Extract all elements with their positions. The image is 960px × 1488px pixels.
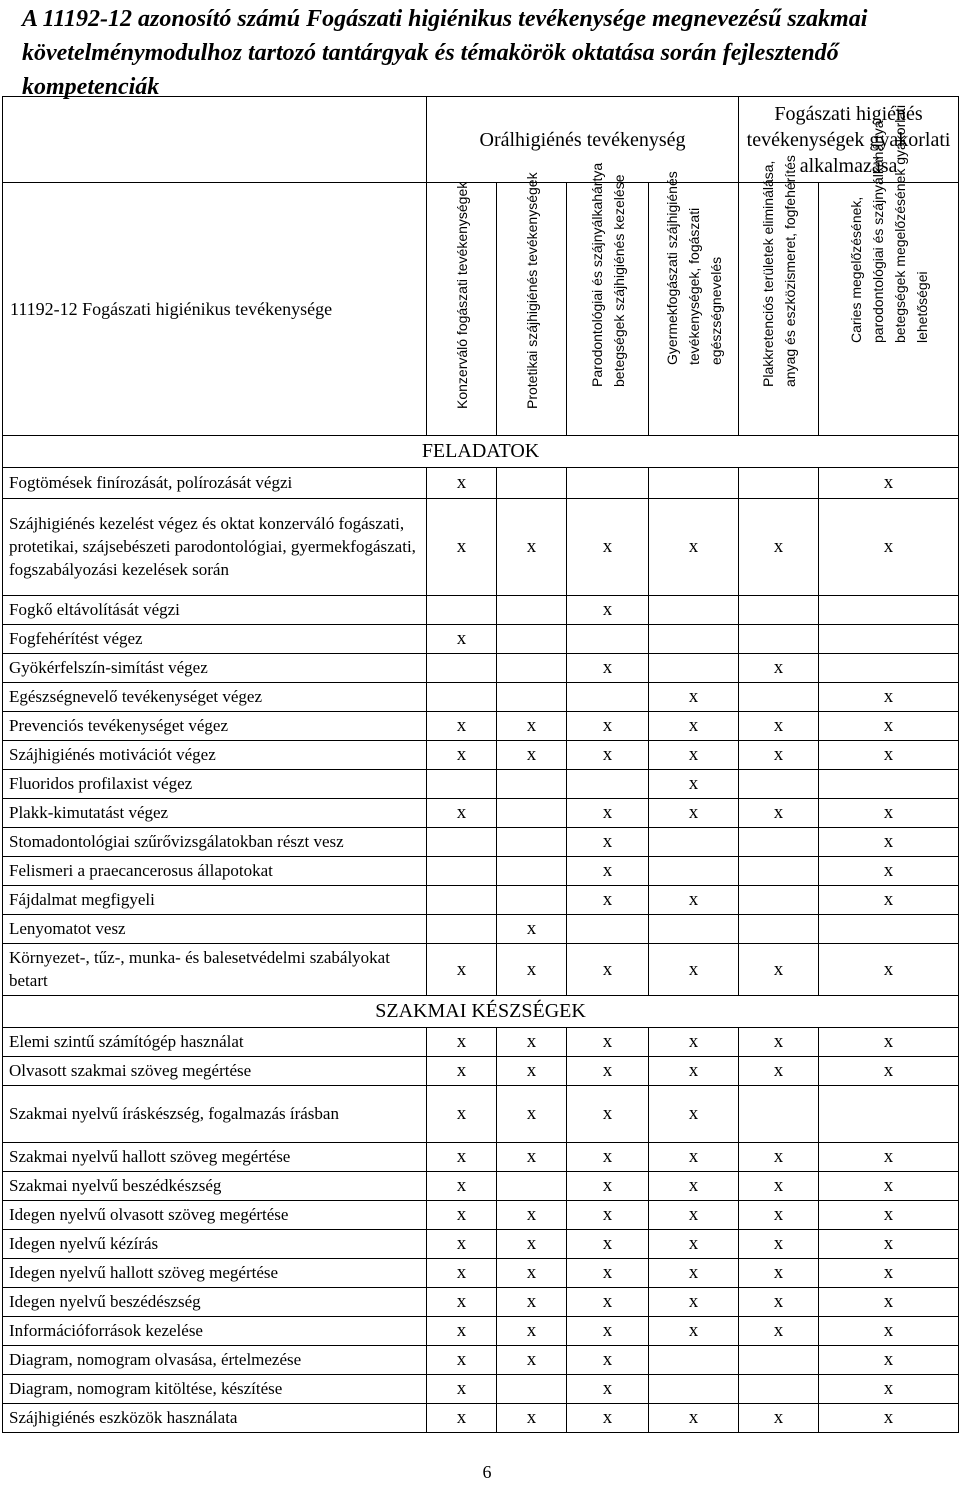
table-row xyxy=(3,1057,959,1086)
row-label: Plakk-kimutatást végez xyxy=(3,799,427,828)
mark-cell: x xyxy=(739,1288,819,1317)
mark-cell xyxy=(427,828,497,857)
table-row xyxy=(3,799,959,828)
mark-cell: x xyxy=(427,1346,497,1375)
mark-cell: x xyxy=(497,1259,567,1288)
mark-cell xyxy=(649,915,739,944)
mark-cell: x xyxy=(427,1143,497,1172)
mark-cell: x xyxy=(649,1028,739,1057)
mark-cell: x xyxy=(567,654,649,683)
table-row xyxy=(3,596,959,625)
mark-cell: x xyxy=(567,799,649,828)
column-header xyxy=(567,162,649,436)
table-row xyxy=(3,654,959,683)
column-header-label: Caries megelőzésének, parodontológiai és szájnyálkahártya betegségek megelőzésének gyakorlati lehetőségei xyxy=(847,104,930,343)
mark-cell xyxy=(427,770,497,799)
mark-cell: x xyxy=(819,1143,959,1172)
table-row xyxy=(3,1259,959,1288)
mark-cell: x xyxy=(649,886,739,915)
mark-cell xyxy=(497,683,567,712)
mark-cell: x xyxy=(649,1086,739,1143)
row-label: Idegen nyelvű olvasott szöveg megértése xyxy=(3,1201,427,1230)
mark-cell xyxy=(739,857,819,886)
table-row xyxy=(3,944,959,996)
mark-cell: x xyxy=(497,741,567,770)
mark-cell: x xyxy=(497,1346,567,1375)
mark-cell xyxy=(739,1346,819,1375)
mark-cell: x xyxy=(739,1172,819,1201)
table-row xyxy=(3,1201,959,1230)
mark-cell: x xyxy=(427,1288,497,1317)
table-row xyxy=(3,770,959,799)
section-header-row xyxy=(3,996,959,1028)
section-title: FELADATOK xyxy=(3,436,959,468)
mark-cell: x xyxy=(739,712,819,741)
mark-cell: x xyxy=(427,1086,497,1143)
mark-cell: x xyxy=(649,1288,739,1317)
mark-cell: x xyxy=(497,1086,567,1143)
mark-cell: x xyxy=(819,1028,959,1057)
table-row xyxy=(3,1346,959,1375)
row-label: Felismeri a praecancerosus állapotokat xyxy=(3,857,427,886)
mark-cell: x xyxy=(819,1288,959,1317)
mark-cell: x xyxy=(819,799,959,828)
mark-cell: x xyxy=(497,944,567,996)
mark-cell: x xyxy=(819,683,959,712)
mark-cell: x xyxy=(567,1057,649,1086)
mark-cell: x xyxy=(739,1028,819,1057)
row-label: Fluoridos profilaxist végez xyxy=(3,770,427,799)
mark-cell: x xyxy=(819,1317,959,1346)
table-row xyxy=(3,1086,959,1143)
column-header-label: Konzerváló fogászati tevékenységek xyxy=(453,181,470,409)
mark-cell xyxy=(427,683,497,712)
mark-cell: x xyxy=(739,799,819,828)
mark-cell: x xyxy=(819,886,959,915)
mark-cell: x xyxy=(567,1172,649,1201)
mark-cell xyxy=(497,625,567,654)
mark-cell: x xyxy=(497,915,567,944)
row-label: Szakmai nyelvű íráskészség, fogalmazás írásban xyxy=(3,1086,427,1143)
mark-cell: x xyxy=(649,683,739,712)
mark-cell: x xyxy=(567,1086,649,1143)
row-label: Idegen nyelvű hallott szöveg megértése xyxy=(3,1259,427,1288)
mark-cell xyxy=(649,596,739,625)
mark-cell: x xyxy=(739,1404,819,1433)
mark-cell: x xyxy=(427,1028,497,1057)
mark-cell xyxy=(497,770,567,799)
page-number: 6 xyxy=(482,1462,492,1482)
row-label: Fogtömések finírozását, polírozását végzi xyxy=(3,468,427,499)
table-row xyxy=(3,915,959,944)
row-label: Szakmai nyelvű hallott szöveg megértése xyxy=(3,1143,427,1172)
mark-cell: x xyxy=(819,1259,959,1288)
mark-cell: x xyxy=(567,1230,649,1259)
row-label: Prevenciós tevékenységet végez xyxy=(3,712,427,741)
mark-cell xyxy=(649,625,739,654)
mark-cell xyxy=(739,1375,819,1404)
table-row xyxy=(3,712,959,741)
mark-cell: x xyxy=(427,944,497,996)
mark-cell: x xyxy=(427,1057,497,1086)
mark-cell: x xyxy=(427,499,497,596)
column-header xyxy=(497,172,567,436)
table-row xyxy=(3,1143,959,1172)
mark-cell xyxy=(739,625,819,654)
mark-cell: x xyxy=(427,1259,497,1288)
mark-cell: x xyxy=(739,944,819,996)
document-title: A 11192-12 azonosító számú Fogászati higiénikus tevékenysége megnevezésű szakmai követelménymodulhoz tartozó tantárgyak és témakörök oktatása során fejlesztendő kompetenciák xyxy=(22,6,868,100)
mark-cell xyxy=(649,1346,739,1375)
mark-cell: x xyxy=(567,596,649,625)
mark-cell: x xyxy=(427,799,497,828)
table-row xyxy=(3,1028,959,1057)
row-label: Lenyomatot vesz xyxy=(3,915,427,944)
mark-cell: x xyxy=(649,1201,739,1230)
table-row xyxy=(3,625,959,654)
mark-cell: x xyxy=(819,499,959,596)
mark-cell: x xyxy=(497,1143,567,1172)
row-label: Szájhigiénés eszközök használata xyxy=(3,1404,427,1433)
mark-cell: x xyxy=(819,828,959,857)
row-label: Szakmai nyelvű beszédkészség xyxy=(3,1172,427,1201)
mark-cell: x xyxy=(427,1317,497,1346)
mark-cell: x xyxy=(649,944,739,996)
table-row xyxy=(3,828,959,857)
row-label: Olvasott szakmai szöveg megértése xyxy=(3,1057,427,1086)
mark-cell xyxy=(739,770,819,799)
mark-cell: x xyxy=(739,654,819,683)
section-title: SZAKMAI KÉSZSÉGEK xyxy=(3,996,959,1028)
table-row xyxy=(3,1288,959,1317)
mark-cell: x xyxy=(649,1259,739,1288)
mark-cell: x xyxy=(819,468,959,499)
mark-cell xyxy=(497,857,567,886)
row-label: Diagram, nomogram kitöltése, készítése xyxy=(3,1375,427,1404)
mark-cell xyxy=(567,683,649,712)
table-row xyxy=(3,1230,959,1259)
column-header xyxy=(649,171,739,436)
mark-cell xyxy=(497,1375,567,1404)
mark-cell xyxy=(739,683,819,712)
mark-cell xyxy=(567,770,649,799)
mark-cell xyxy=(497,828,567,857)
mark-cell xyxy=(819,654,959,683)
mark-cell: x xyxy=(649,1172,739,1201)
table-row xyxy=(3,857,959,886)
row-label: Elemi szintű számítógép használat xyxy=(3,1028,427,1057)
row-label: Szájhigiénés motivációt végez xyxy=(3,741,427,770)
mark-cell xyxy=(497,468,567,499)
mark-cell: x xyxy=(649,1143,739,1172)
mark-cell: x xyxy=(497,1288,567,1317)
column-header xyxy=(739,155,819,436)
mark-cell: x xyxy=(739,1230,819,1259)
column-header-label: Gyermekfogászati szájhigiénés tevékenységek, fogászati egészségnevelés xyxy=(663,171,724,365)
mark-cell: x xyxy=(567,1288,649,1317)
row-label: Fogkő eltávolítását végzi xyxy=(3,596,427,625)
mark-cell: x xyxy=(427,1375,497,1404)
mark-cell xyxy=(819,625,959,654)
mark-cell: x xyxy=(819,944,959,996)
mark-cell xyxy=(649,857,739,886)
mark-cell: x xyxy=(649,1230,739,1259)
mark-cell: x xyxy=(497,1317,567,1346)
mark-cell: x xyxy=(739,1259,819,1288)
mark-cell: x xyxy=(649,1404,739,1433)
mark-cell xyxy=(497,1172,567,1201)
row-label: Idegen nyelvű beszédészség xyxy=(3,1288,427,1317)
mark-cell: x xyxy=(649,741,739,770)
mark-cell: x xyxy=(497,712,567,741)
table-row xyxy=(3,1404,959,1433)
mark-cell: x xyxy=(567,1346,649,1375)
row-label: Információforrások kezelése xyxy=(3,1317,427,1346)
mark-cell: x xyxy=(567,499,649,596)
mark-cell xyxy=(567,915,649,944)
table-row xyxy=(3,1375,959,1404)
mark-cell xyxy=(649,1375,739,1404)
mark-cell: x xyxy=(739,499,819,596)
blank-corner-cell xyxy=(3,97,427,183)
mark-cell: x xyxy=(819,1404,959,1433)
mark-cell: x xyxy=(497,499,567,596)
column-header xyxy=(427,183,497,436)
mark-cell: x xyxy=(649,499,739,596)
mark-cell xyxy=(819,770,959,799)
mark-cell xyxy=(497,886,567,915)
table-row xyxy=(3,886,959,915)
column-header-label: Plakkretenciós területek eliminálása, anyag és eszközismeret, fogfehérítés xyxy=(759,155,798,387)
mark-cell: x xyxy=(739,1201,819,1230)
mark-cell: x xyxy=(739,1317,819,1346)
mark-cell xyxy=(427,915,497,944)
mark-cell xyxy=(427,596,497,625)
mark-cell: x xyxy=(649,1317,739,1346)
mark-cell: x xyxy=(567,1201,649,1230)
mark-cell: x xyxy=(819,1172,959,1201)
mark-cell: x xyxy=(567,712,649,741)
mark-cell: x xyxy=(567,1375,649,1404)
mark-cell xyxy=(649,468,739,499)
mark-cell: x xyxy=(819,712,959,741)
mark-cell: x xyxy=(649,770,739,799)
mark-cell xyxy=(739,828,819,857)
mark-cell: x xyxy=(497,1028,567,1057)
mark-cell xyxy=(497,799,567,828)
table-row xyxy=(3,741,959,770)
mark-cell: x xyxy=(739,741,819,770)
mark-cell: x xyxy=(567,1404,649,1433)
row-label: Idegen nyelvű kézírás xyxy=(3,1230,427,1259)
mark-cell: x xyxy=(567,1317,649,1346)
mark-cell xyxy=(649,828,739,857)
mark-cell: x xyxy=(427,625,497,654)
mark-cell: x xyxy=(427,1172,497,1201)
mark-cell xyxy=(819,1086,959,1143)
mark-cell: x xyxy=(427,741,497,770)
group-header-practice: Fogászati higiénés tevékenységek gyakorlati alkalmazása xyxy=(739,97,959,183)
mark-cell: x xyxy=(567,944,649,996)
row-label: Egészségnevelő tevékenységet végez xyxy=(3,683,427,712)
mark-cell xyxy=(649,654,739,683)
mark-cell: x xyxy=(819,1057,959,1086)
mark-cell xyxy=(739,915,819,944)
mark-cell: x xyxy=(427,468,497,499)
mark-cell: x xyxy=(427,712,497,741)
mark-cell: x xyxy=(649,712,739,741)
mark-cell: x xyxy=(567,1143,649,1172)
mark-cell: x xyxy=(819,1346,959,1375)
mark-cell: x xyxy=(819,1230,959,1259)
row-label: Gyökérfelszín-simítást végez xyxy=(3,654,427,683)
mark-cell: x xyxy=(819,1375,959,1404)
module-label: 11192-12 Fogászati higiénikus tevékenysége xyxy=(3,183,427,436)
mark-cell: x xyxy=(497,1404,567,1433)
mark-cell xyxy=(739,596,819,625)
mark-cell xyxy=(567,468,649,499)
mark-cell: x xyxy=(567,741,649,770)
mark-cell: x xyxy=(427,1230,497,1259)
mark-cell xyxy=(427,886,497,915)
mark-cell xyxy=(739,886,819,915)
mark-cell: x xyxy=(649,1057,739,1086)
row-label: Diagram, nomogram olvasása, értelmezése xyxy=(3,1346,427,1375)
mark-cell: x xyxy=(567,828,649,857)
row-label: Fogfehérítést végez xyxy=(3,625,427,654)
row-label: Környezet-, tűz-, munka- és balesetvédelmi szabályokat betart xyxy=(3,944,427,996)
row-label: Stomadontológiai szűrővizsgálatokban részt vesz xyxy=(3,828,427,857)
mark-cell xyxy=(819,915,959,944)
mark-cell: x xyxy=(427,1201,497,1230)
mark-cell: x xyxy=(567,886,649,915)
table-row xyxy=(3,683,959,712)
mark-cell: x xyxy=(497,1201,567,1230)
mark-cell xyxy=(497,596,567,625)
table-row xyxy=(3,1317,959,1346)
table-row xyxy=(3,499,959,596)
table-row xyxy=(3,468,959,499)
mark-cell xyxy=(739,468,819,499)
mark-cell xyxy=(497,654,567,683)
column-header-label: Protetikai szájhigiénés tevékenységek xyxy=(523,172,540,409)
competency-matrix-table xyxy=(2,96,959,1433)
mark-cell: x xyxy=(567,857,649,886)
mark-cell xyxy=(427,654,497,683)
mark-cell: x xyxy=(819,741,959,770)
mark-cell: x xyxy=(427,1404,497,1433)
row-label: Fájdalmat megfigyeli xyxy=(3,886,427,915)
row-label: Szájhigiénés kezelést végez és oktat konzerváló fogászati, protetikai, szájsebészeti parodontológiai, gyermekfogászati, fogszabályozási kezelések során xyxy=(3,499,427,596)
mark-cell: x xyxy=(567,1259,649,1288)
section-header-row xyxy=(3,436,959,468)
mark-cell: x xyxy=(497,1230,567,1259)
mark-cell: x xyxy=(819,857,959,886)
mark-cell: x xyxy=(649,799,739,828)
group-header-oralhygiene: Orálhigiénés tevékenység xyxy=(427,97,739,183)
mark-cell: x xyxy=(739,1057,819,1086)
mark-cell xyxy=(427,857,497,886)
mark-cell xyxy=(819,596,959,625)
mark-cell: x xyxy=(819,1201,959,1230)
mark-cell: x xyxy=(567,1028,649,1057)
table-row xyxy=(3,1172,959,1201)
mark-cell: x xyxy=(739,1143,819,1172)
mark-cell: x xyxy=(497,1057,567,1086)
mark-cell xyxy=(567,625,649,654)
column-header-label: Parodontológiai és szájnyálkahártya betegségek szájhigiénés kezelése xyxy=(588,162,627,387)
mark-cell xyxy=(739,1086,819,1143)
